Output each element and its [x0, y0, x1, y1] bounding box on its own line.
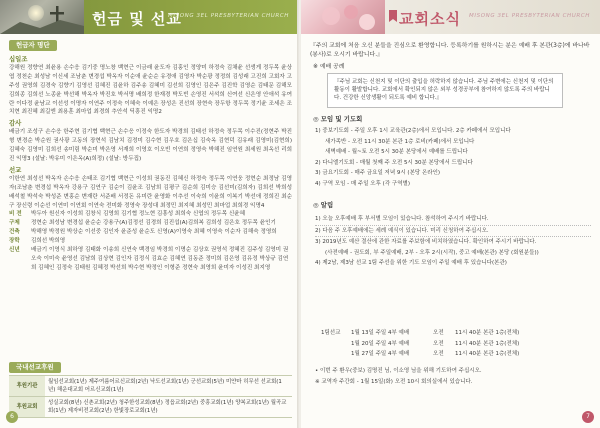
list-item: 4) 제2남, 제3남 선교 1팀 주선을 위한 기도 모임이 주일 예배 후 있습니다(본관) — [315, 260, 507, 266]
schedule-team — [321, 339, 351, 350]
list-item: 4) 구역 모임 - 매 주일 오후 (각 구역별) — [315, 180, 410, 187]
meetings-list — [315, 126, 591, 189]
table-row — [321, 339, 585, 350]
welcome-message: 『주의 교회에 처음 오신 분들을 진심으로 환영합니다. 등록하기를 원하시는 분은 예배 후 본관(3층)에 바나바(봉사)로 오시기 바랍니다.』 — [310, 43, 590, 58]
bookmark-icon — [389, 10, 397, 22]
section-text: 강해원 정향연 최윤용 손수응 김기중 명노창 백현근 이금래 윤도자 김홍인 정양미 하정숙 김채윤 선생게 정두목 윤상엽 정천순 최성남 이신세 조남춘 변경섭 박옥자 이순애 윤순순 유경애 김영자 박순광 정정희 김성래 고진희 고회자 고주성 권영희 김경숙 김향기 김영선 김혜진 김윤하 김주송 김혜미 김선희 김영인 김은주 김진학 김영순 김태문 김해모 김희종 김희선 노종윤 박선해 박옥자 박진호 박서명 배희정 한재경 박도빈 손영진 서석희 신여선 신은영 안애석 유여란 이다정 윤남교 이선성 이명자 이연주 이정숙 이혜숙 이예은 장성은 진선희 장현숙 장두항 정두목 정기윤 조세은 조치현 최진혜 최길엔 최용훈 최마업 최경희 추안석 딕흥진 익명2 — [9, 64, 292, 116]
section-text: 박해영 박정원 박상순 이선중 김인자 윤준성 윤순도 신영(A)이영숙 최혜 이영숙 이순자 김해숙 정영희 — [31, 229, 277, 236]
list-item: ※ 교역자 주간회 - 1월 15일(화) 오전 10시 회의실에서 있습니다. — [315, 378, 473, 385]
cult-warning-box: 『주님 교회는 신천지 및 이단의 출입을 허락하지 않습니다. 주님 주변에는 신천지 및 이단의 활동이 활발합니다. 교회에서 확인되지 않은 외부 성경공부에 참여하지 않도록 주의 바랍니다. 건강한 신앙생활이 되도록 예비 합니다.』 — [327, 73, 563, 108]
row-text: 성실교회(8년) 신촌교회(2년) 청주한성교회(8년) 정읍교회(2년) 중흥교회(1년) 양복교회(1년) 월곡교회(1년) 제자비전교회(2년) 한빛장로교회(1년) — [45, 397, 292, 418]
section-building — [9, 228, 292, 237]
meetings-heading: ◎ 모임 및 기도회 — [313, 115, 363, 123]
section-text: 배금기 조성구 손수응 한주현 김기협 백현근 손수응 이정숙 한도자 박경희 김태선 하정숙 정두목 이수진(정현주 박진형 변경순 박순원 권사광 고동의 장현석 김남치 김정미 김수현 김우호 김은십 김숙옥 김현덕 김유래 김영미(김현희) 김혜숙 김영미 김희선 송미림 박순미 박은영 서재희 이영호 이오빈 이연희 정영숙 박해진 임연원 최세원 최옥선 리희진 익명3 (설날: 박유미 이은옥(A)희정) (설날: 방두집) — [9, 129, 292, 162]
mission-support-table — [9, 375, 292, 418]
offering-list-pill: 헌금자 명단 — [9, 40, 57, 51]
section-tithe — [9, 55, 292, 117]
section-title: 구제 — [9, 220, 20, 227]
section-title: 선교 — [9, 165, 22, 174]
cross-silhouette-icon — [0, 0, 84, 34]
schedule-date: 1월 13일 주일 4부 예배 — [351, 330, 410, 336]
page-number: 7 — [582, 411, 594, 423]
page-number: 6 — [6, 411, 18, 423]
section-text: 김희선 박희영 — [31, 238, 66, 245]
list-item: 3) 금요기도회 - 매주 금요일 저녁 9시 (본당 온라인) — [315, 170, 441, 176]
section-text: 배금기 이영식 최하영 김태화 이송희 신연숙 백경임 박경희 이명순 김상호 권영석 정혜진 김주성 김영미 권오숙 이미숙 윤영선 김남희 김상현 김인자 김정식 김효순 김혜연 김동준 정미희 김은영 김유정 박상규 김연희 김혜인 김정숙 김태원 김혜정 박선희 박수현 박정인 이형준 정현숙 최영희 윤미자 이성진 최지영 — [31, 247, 289, 271]
schedule-place: 11시 40분 본관 1층(전체) — [455, 351, 520, 357]
row-header: 후원교회 — [9, 397, 45, 418]
section-mission — [9, 166, 292, 211]
row-text: 월임선교회(1년) 제주여름어르신교회(2년) 낙도선교회(1년) 군선교회(5년) 미얀마 히무선 선교회(1년) 해운대교회 어르신교회(1년) — [45, 376, 292, 397]
section-newyear — [9, 246, 292, 273]
section-text: 이한연 최성선 박옥자 손수응 손태조 김기협 백현근 이성희 권동진 김혜신 하정숙 정두목 이연웅 정현순 최정남 김영자(조남춘 변경섭 박옥자 강용구 김연구 김순이 김윤조 김남희 김평구 김순희 김미승 김선미(김희자) 김희선 박희성 배석철 박석숙 박성준 변홍순 변재란 서준배 서정돈 유미란 윤영화 이추선 이숙희 이윤희 이복기 박선애 정희진 최순구 장신령 이순선 이연미 이연회 이연숙 전미화 정영숙 장성대 최정민 최지혜 최성민 최마업 최희경 익명4 — [9, 175, 292, 209]
offering-header — [0, 0, 299, 34]
page-title: 교회소식 — [399, 10, 461, 28]
schedule-ampm: 오전 — [433, 351, 444, 357]
notices-list — [315, 214, 591, 269]
worship-label: ※ 예배 공례 — [313, 64, 345, 70]
schedule-date: 1월 20일 주일 4부 예배 — [351, 340, 410, 347]
schedule-place: 11시 40분 본관 1층(전체) — [455, 330, 520, 336]
header-photo-flowers — [301, 0, 385, 34]
church-name-sub: MISONG 3EL PRESBYTERIAN CHURCH — [469, 13, 590, 19]
news-header — [301, 0, 600, 34]
table-row — [9, 376, 292, 397]
schedule-place: 11시 40분 본관 1층(전체) — [455, 340, 520, 347]
list-item: 2) 다음 주 오후예배에는 세례 예식이 있습니다. 미리 신청하여 주십시오. — [315, 226, 591, 238]
section-relief — [9, 219, 292, 228]
domestic-mission-pill: 국내선교후원 — [9, 362, 61, 373]
section-title: 건축 — [9, 229, 20, 236]
offering-page — [0, 0, 299, 428]
schedule-team — [321, 349, 351, 360]
schedule-team: 1팀선교 — [321, 330, 341, 336]
list-item: • 이번 주 환우(중보) 김명진 님, 이소영 님을 위해 기도하여 주십시오. — [315, 368, 482, 374]
section-text: 정현순 최성남 변경섭 윤순순 강용구(A)김정선 김경희 김진섭(A)김희복 김희성 김은호 정두목 윤인기 — [31, 220, 276, 227]
church-name-sub: MISONG 3EL PRESBYTERIAN CHURCH — [168, 13, 289, 19]
page-title: 헌금 및 선교 — [92, 10, 182, 28]
list-item: 2) 다니엘기도회 - 매월 첫째 주 오전 5시 30분 본당에서 드립니다 — [315, 159, 473, 166]
list-item: 1) 중보기도회 - 주일 오후 1시 교육관(2층)에서 모입니다. 2층 카페에서 모입니다 — [315, 128, 511, 134]
section-thanks — [9, 119, 292, 164]
offering-sections — [9, 55, 292, 273]
table-row — [9, 397, 292, 418]
section-title: 감사 — [9, 119, 22, 128]
flower-icon — [301, 0, 385, 34]
section-title: 신년 — [9, 247, 20, 254]
section-text: 박두아 원신자 이성희 김창식 김영희 김기협 정노현 김흥성 최희숙 신엽의 정두목 신윤혜 — [31, 211, 246, 218]
mission-schedule — [321, 328, 585, 360]
church-news-page — [301, 0, 600, 428]
list-item: 3) 2019년도 예산 결산에 관한 자료를 주보함에 비치하였습니다. 확인하여 주시기 바랍니다. — [315, 239, 537, 245]
schedule-ampm: 오전 — [433, 340, 444, 347]
section-title: 십일조 — [9, 55, 28, 63]
schedule-ampm: 오전 — [433, 330, 444, 336]
section-scholarship — [9, 237, 292, 246]
schedule-date: 1월 27일 주일 4부 예배 — [351, 351, 410, 357]
section-title: 장학 — [9, 238, 20, 245]
list-item: 1) 오늘 오후예배 후 부서별 모임이 있습니다. 참석하여 주시기 바랍니다. — [315, 214, 591, 226]
notices-heading: ◎ 알림 — [313, 201, 334, 209]
list-item: 새벽예배 - 월~토 오전 5시 30분 본당에서 예배를 드립니다 — [325, 149, 468, 155]
list-item: 새가족반 - 오전 11시 30분 본관 1층 로비(카페)에서 모입니다 — [325, 138, 475, 145]
footer-notes — [315, 366, 591, 387]
list-item: (사전예배 - 권도회, 부 주일예배, 2부 - 오후 2시(시작), 중고 예배(본관) 본당 (회원분들)) — [325, 249, 539, 256]
header-photo-cross — [0, 0, 84, 34]
table-row — [321, 328, 585, 339]
section-vision — [9, 210, 292, 219]
table-row — [321, 349, 585, 360]
section-title: 비 전 — [9, 211, 22, 218]
row-header: 후원기관 — [9, 376, 45, 397]
